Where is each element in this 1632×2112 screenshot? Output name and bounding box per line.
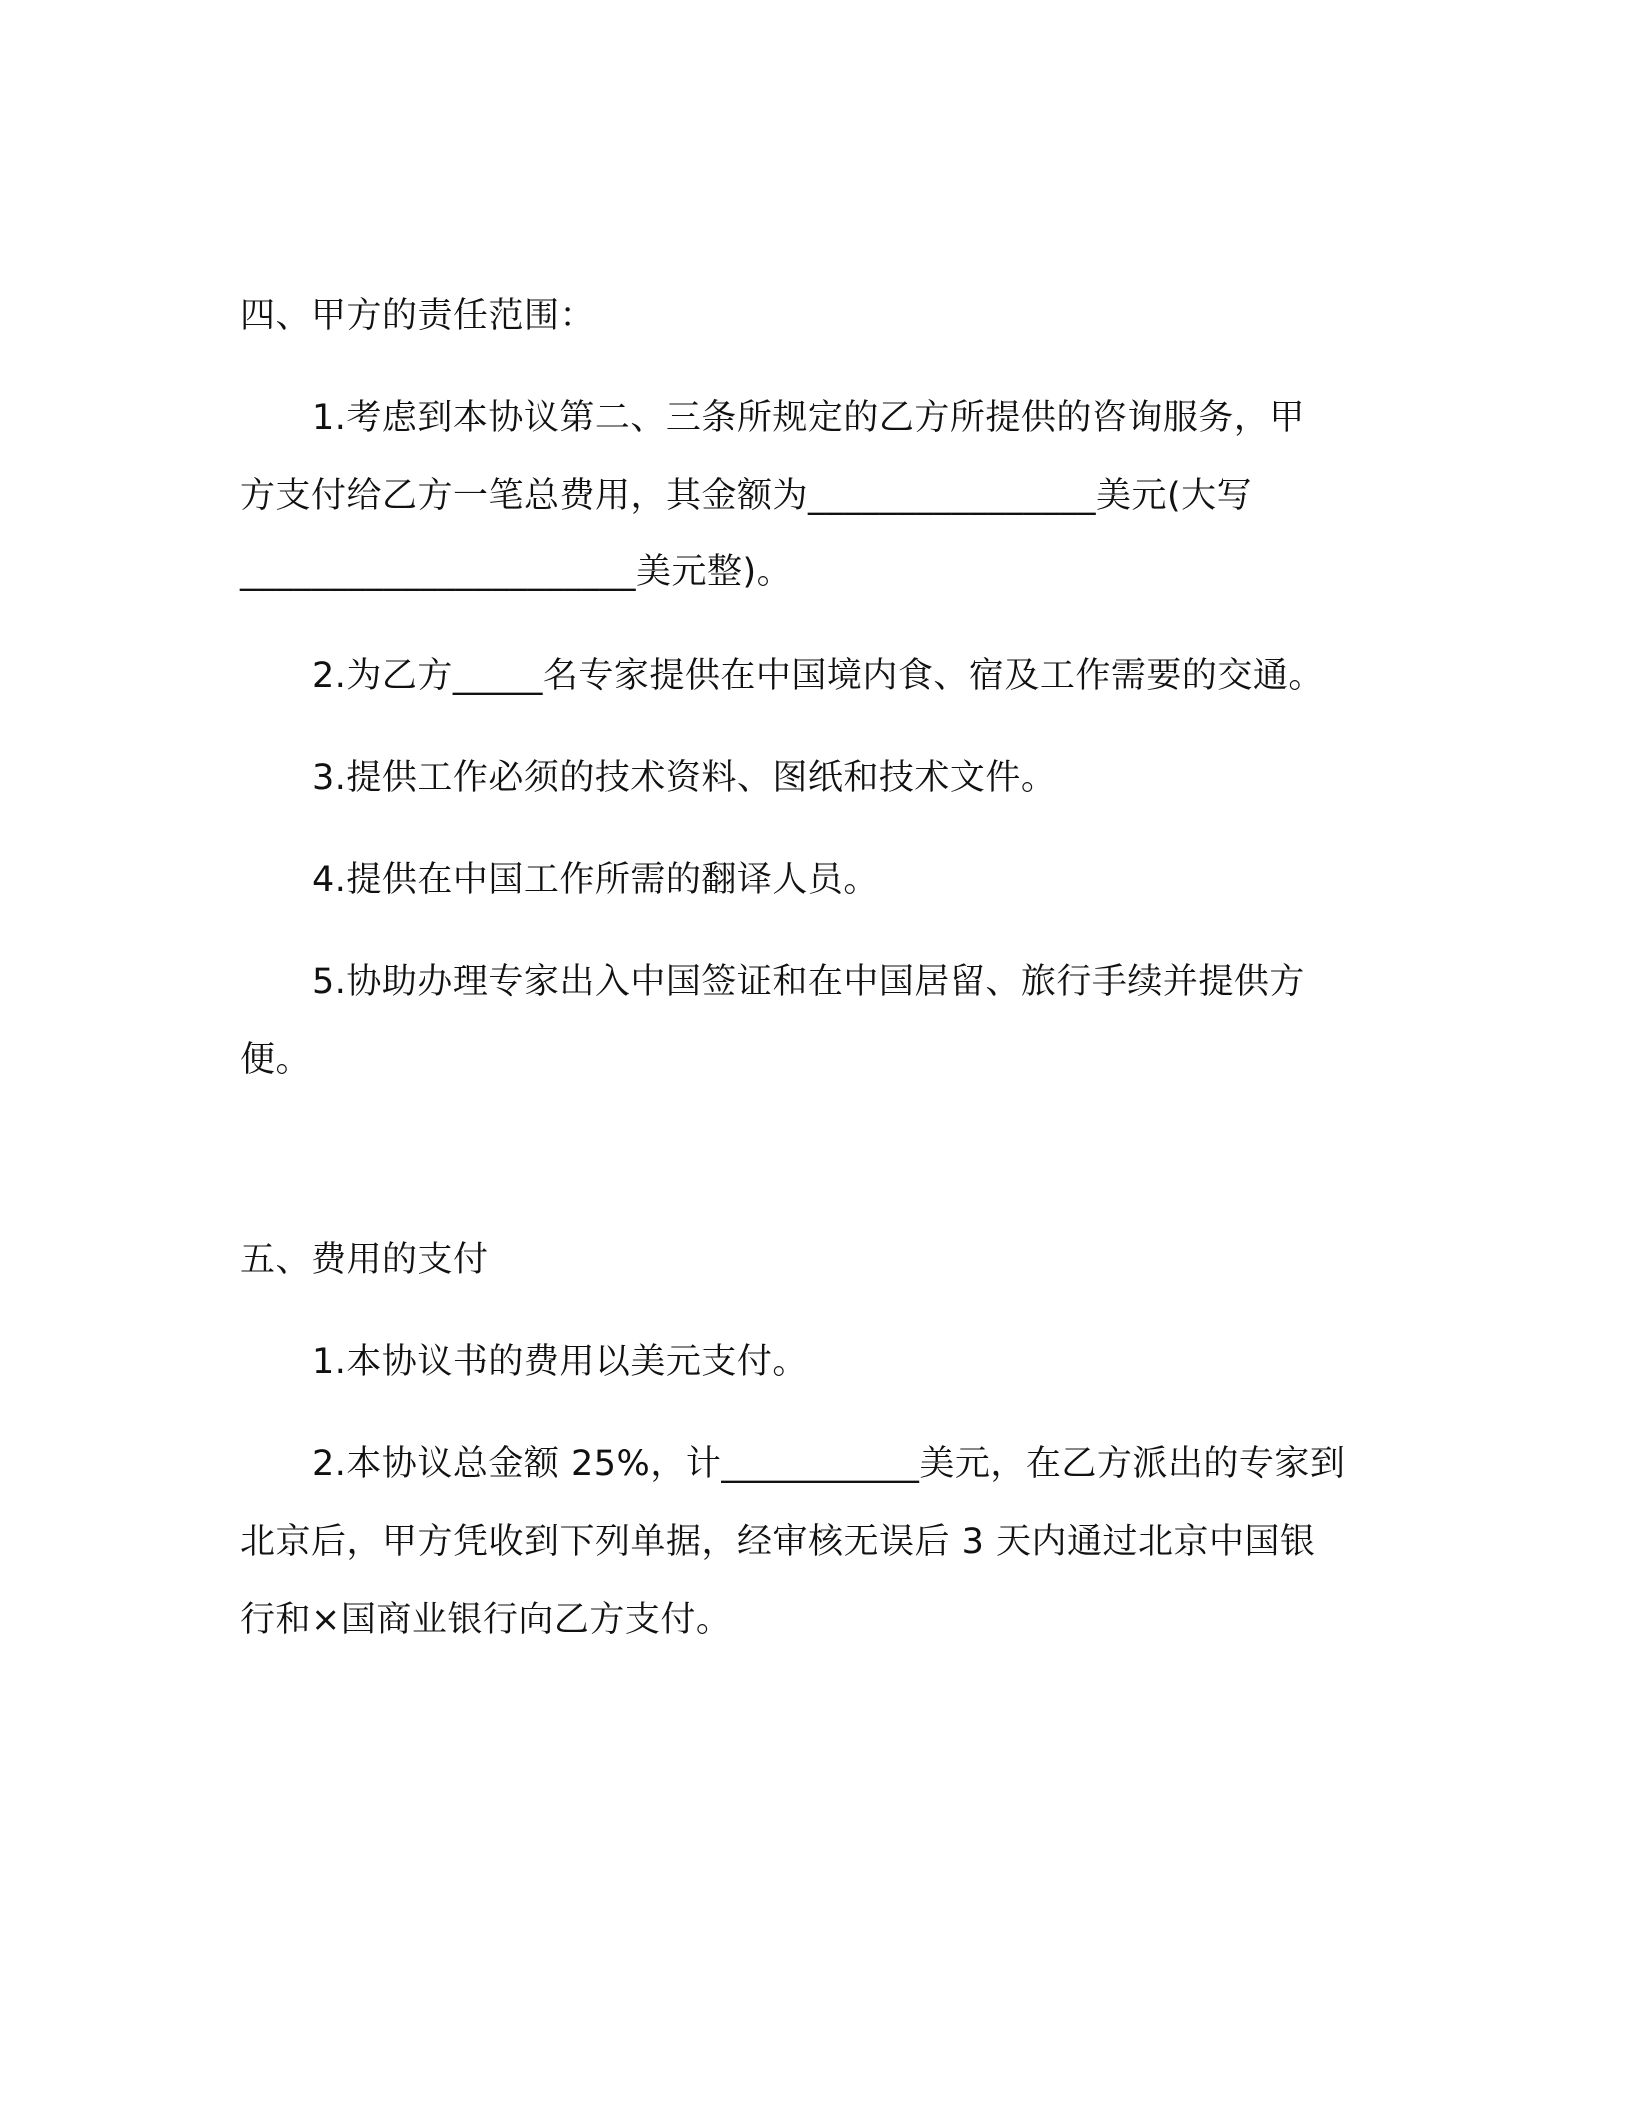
section-4-item-1-line-1: 1.考虑到本协议第二、三条所规定的乙方所提供的咨询服务，甲 [312,398,1305,438]
section-4-item-5-line-1: 5.协助办理专家出入中国签证和在中国居留、旅行手续并提供方 [312,962,1305,1002]
section-5-title: 五、费用的支付 [240,1240,489,1280]
section-4-item-3: 3.提供工作必须的技术资料、图纸和技术文件。 [312,758,1057,798]
section-4-item-4: 4.提供在中国工作所需的翻译人员。 [312,860,879,900]
section-4-item-5-line-2: 便。 [240,1040,312,1080]
section-5-item-2-line-1: 2.本协议总金额 25%，计___________美元，在乙方派出的专家到 [312,1444,1346,1484]
section-4-item-1-line-3: ______________________美元整)。 [240,552,793,592]
section-4-item-2: 2.为乙方_____名专家提供在中国境内食、宿及工作需要的交通。 [312,656,1324,696]
section-4-item-1-line-2: 方支付给乙方一笔总费用，其金额为________________美元(大写 [240,476,1253,516]
section-5-item-2-line-3: 行和×国商业银行向乙方支付。 [240,1600,732,1640]
section-5-item-2-line-2: 北京后，甲方凭收到下列单据，经审核无误后 3 天内通过北京中国银 [240,1522,1316,1562]
section-4-title: 四、甲方的责任范围： [240,296,596,336]
section-5-item-1: 1.本协议书的费用以美元支付。 [312,1342,808,1382]
